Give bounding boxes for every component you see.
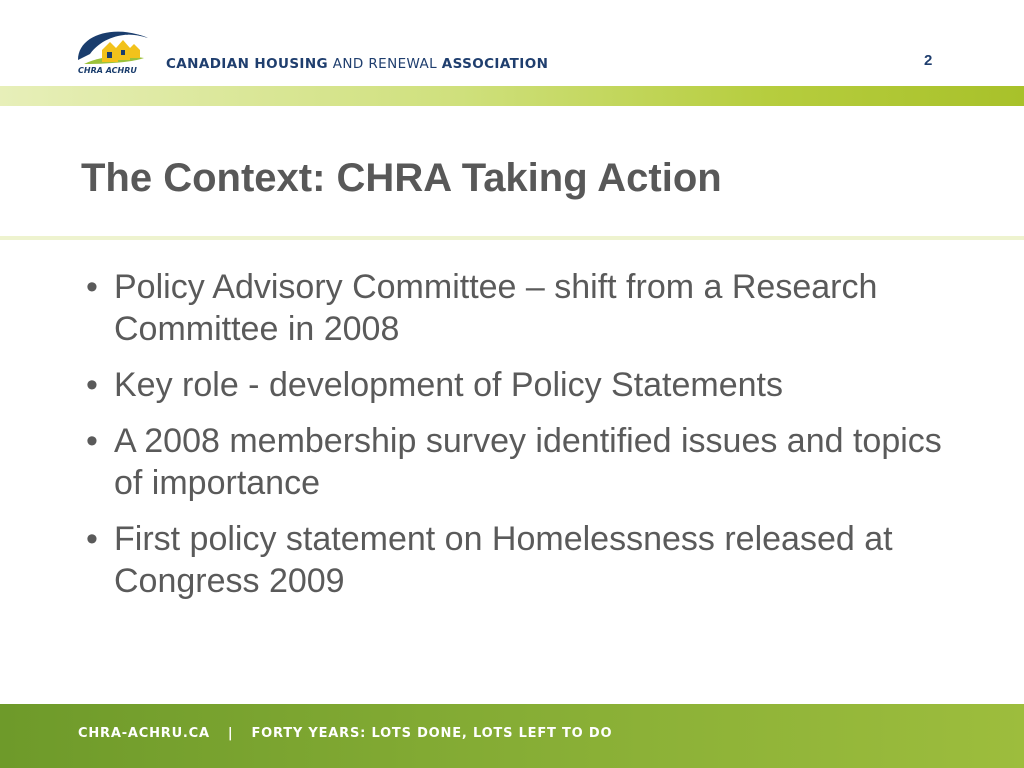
org-name-part-1: CANADIAN HOUSING xyxy=(166,56,329,72)
logo-caption: CHRA ACHRU xyxy=(78,66,137,75)
org-name-part-2: AND RENEWAL xyxy=(328,56,442,72)
bullet-text: Key role - development of Policy Statements xyxy=(114,366,783,404)
bullet-list xyxy=(86,266,946,616)
footer-separator: | xyxy=(227,726,234,741)
bullet-text: A 2008 membership survey identified issues and topics of importance xyxy=(114,422,942,502)
bullet-marker: • xyxy=(86,268,98,306)
bullet-marker: • xyxy=(86,366,98,404)
bullet-item xyxy=(86,518,946,602)
header-accent-bar xyxy=(0,86,1024,106)
page-number: 2 xyxy=(924,52,933,69)
bullet-item xyxy=(86,364,946,406)
bullet-item xyxy=(86,266,946,350)
footer-bar xyxy=(0,704,1024,768)
title-divider xyxy=(0,236,1024,240)
footer-text xyxy=(78,726,612,741)
footer-website: CHRA-ACHRU.CA xyxy=(78,726,210,741)
bullet-marker: • xyxy=(86,520,98,558)
slide-title: The Context: CHRA Taking Action xyxy=(81,156,722,200)
bullet-text: First policy statement on Homelessness released at Congress 2009 xyxy=(114,520,893,600)
bullet-text: Policy Advisory Committee – shift from a Research Committee in 2008 xyxy=(114,268,878,348)
bullet-item xyxy=(86,420,946,504)
footer-tagline: FORTY YEARS: LOTS DONE, LOTS LEFT TO DO xyxy=(251,726,613,741)
bullet-marker: • xyxy=(86,422,98,460)
org-name-part-3: ASSOCIATION xyxy=(441,56,549,72)
organization-name xyxy=(166,56,548,72)
